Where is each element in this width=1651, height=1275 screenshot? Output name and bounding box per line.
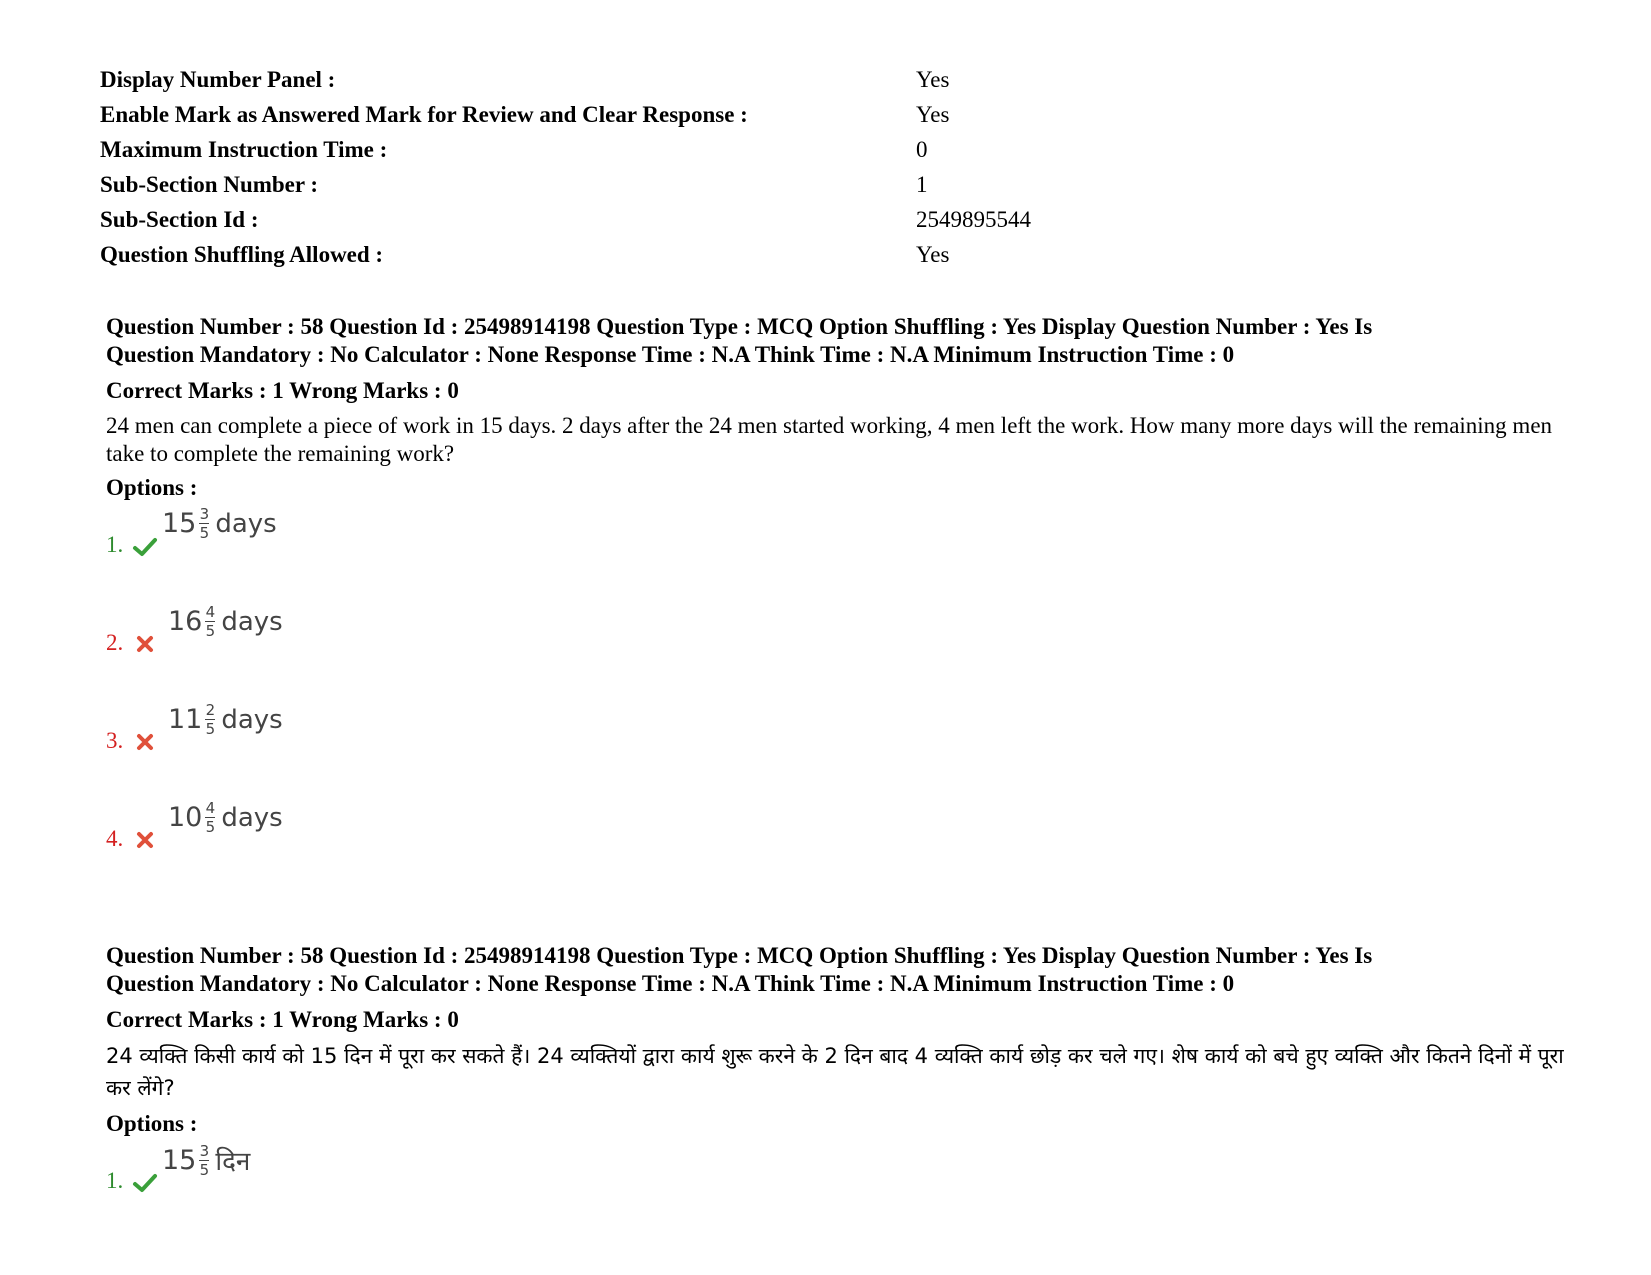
meta-row [100,237,1100,272]
meta-label: Display Number Panel : [100,66,336,92]
option-item [106,502,1566,600]
option-item [106,1138,1566,1236]
meta-label: Sub-Section Number : [100,171,319,197]
option-fraction [205,800,215,835]
question-block-hindi [106,942,1566,1236]
option-value [168,702,283,737]
option-number: 1. [106,532,124,557]
meta-label: Maximum Instruction Time : [100,136,388,162]
check-icon [132,1170,158,1196]
option-whole: 10 [168,802,203,833]
option-value [168,800,283,835]
meta-row [100,167,1100,202]
meta-label: Sub-Section Id : [100,206,259,232]
fraction-numerator: 3 [199,1141,210,1160]
question-header-line: Question Number : 58 Question Id : 25498914198 Question Type : MCQ Option Shuffling : Yes Display Question Number : Yes Is [106,314,1373,339]
option-fraction [199,1143,209,1178]
check-icon [132,534,158,560]
cross-icon [132,632,158,658]
option-number: 4. [106,826,124,851]
meta-row [100,62,1100,97]
fraction-denominator: 5 [199,524,210,542]
option-value [168,604,283,639]
cross-icon [132,828,158,854]
meta-value: 0 [916,136,928,162]
fraction-numerator: 2 [205,701,216,719]
marks-line: Correct Marks : 1 Wrong Marks : 0 [106,378,459,403]
question-block-english [106,313,1566,894]
fraction-denominator: 5 [199,1160,210,1179]
fraction-numerator: 3 [199,505,210,523]
question-header-line: Question Number : 58 Question Id : 25498914198 Question Type : MCQ Option Shuffling : Yes Display Question Number : Yes Is [106,943,1373,968]
option-item [106,796,1566,894]
question-header [106,313,1566,369]
meta-row [100,132,1100,167]
fraction-numerator: 4 [205,603,216,621]
option-fraction [199,506,209,541]
meta-value: Yes [916,101,950,127]
option-whole: 16 [168,606,203,637]
question-header-line: Question Mandatory : No Calculator : None Response Time : N.A Think Time : N.A Minimum Instruction Time : 0 [106,971,1235,996]
options-label: Options : [106,475,198,500]
option-unit: days [221,802,283,833]
option-whole: 15 [162,1144,197,1176]
meta-row [100,97,1100,132]
option-unit: days [221,606,283,637]
fraction-denominator: 5 [205,622,216,640]
meta-value: Yes [916,241,950,267]
option-unit: days [221,704,283,735]
option-unit: days [215,508,277,539]
option-unit: दिन [215,1147,251,1177]
question-text: 24 men can complete a piece of work in 15 days. 2 days after the 24 men started working, 4 men left the work. How many more days will the remaining men take to complete the remaining work? [106,413,1553,466]
meta-row [100,202,1100,237]
meta-value: Yes [916,66,950,92]
section-meta [100,62,1100,272]
meta-label: Enable Mark as Answered Mark for Review and Clear Response : [100,101,748,127]
option-item [106,600,1566,698]
question-header [106,942,1566,998]
question-text: 24 व्यक्ति किसी कार्य को 15 दिन में पूरा कर सकते हैं। 24 व्यक्तियों द्वारा कार्य शुरू करने के 2 दिन बाद 4 व्यक्ति कार्य छोड़ कर चले गए। शेष कार्य को बचे हुए व्यक्ति और कितने दिनों में पूरा कर लेंगे? [106,1044,1564,1100]
option-number: 2. [106,630,124,655]
option-number: 3. [106,728,124,753]
fraction-denominator: 5 [205,720,216,738]
option-number: 1. [106,1168,124,1193]
question-header-line: Question Mandatory : No Calculator : None Response Time : N.A Think Time : N.A Minimum Instruction Time : 0 [106,342,1235,367]
meta-value: 1 [916,171,928,197]
option-item [106,698,1566,796]
option-whole: 11 [168,704,203,735]
fraction-denominator: 5 [205,818,216,836]
meta-label: Question Shuffling Allowed : [100,241,384,267]
cross-icon [132,730,158,756]
option-fraction [205,702,215,737]
marks-line: Correct Marks : 1 Wrong Marks : 0 [106,1007,459,1032]
meta-value: 2549895544 [916,206,1031,232]
option-fraction [205,604,215,639]
options-label: Options : [106,1111,198,1136]
option-value [162,506,277,541]
option-value [162,1142,250,1178]
fraction-numerator: 4 [205,799,216,817]
option-whole: 15 [162,508,197,539]
